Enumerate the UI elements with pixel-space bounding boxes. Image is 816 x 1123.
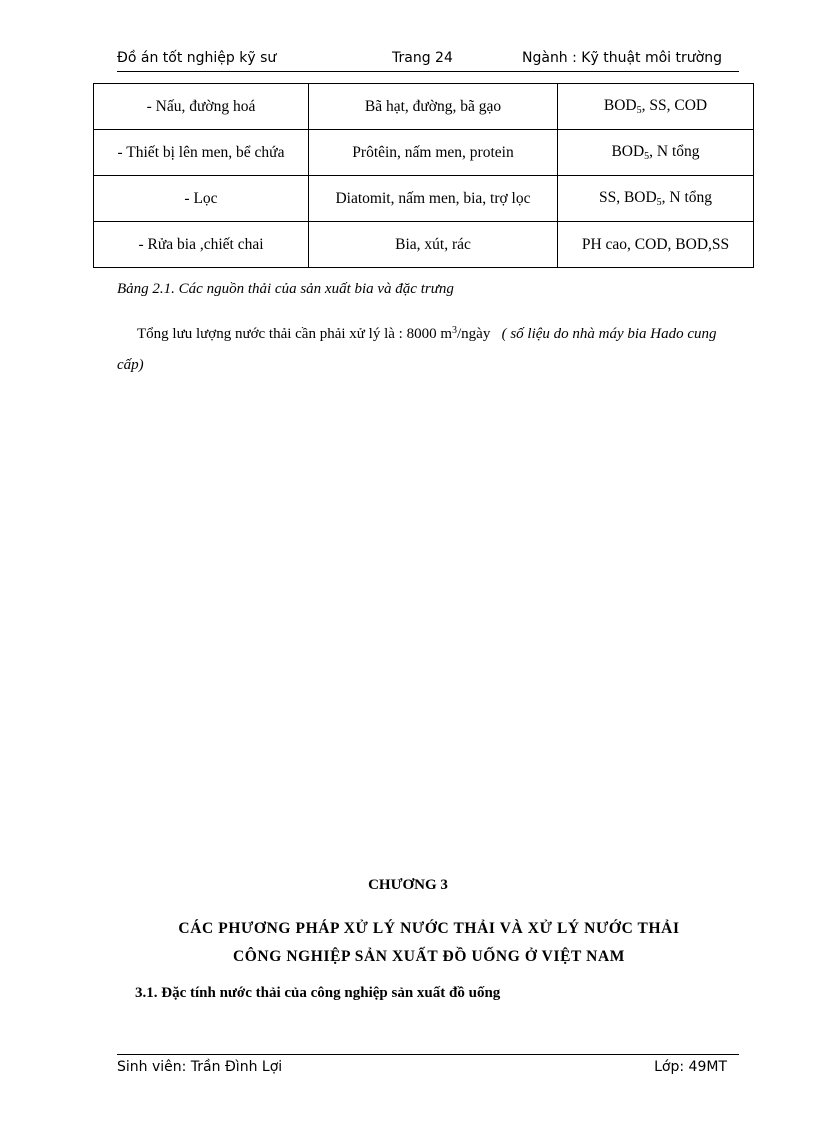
pollutant-text: , SS, COD [641, 97, 708, 114]
table-row [94, 176, 754, 222]
table-caption: Bảng 2.1. Các nguồn thải của sản xuất bia và đặc trưng [117, 281, 454, 297]
pollutant-text: SS, BOD [598, 189, 657, 206]
chapter-title [93, 915, 765, 971]
flow-rate-paragraph [117, 315, 732, 381]
pollutant-subscript: 5 [636, 105, 642, 116]
pollutant-text: , N tổng [661, 189, 713, 206]
footer-class: Lớp: 49MT [654, 1059, 727, 1075]
pollutant-text: PH cao, COD, BOD,SS [581, 235, 730, 253]
pollutant-text: , N tổng [649, 143, 700, 160]
table-cell-stage: - Nấu, đường hoá [94, 84, 309, 130]
table-cell-source: Bã hạt, đường, bã gạo [309, 84, 558, 130]
table-cell-stage: - Lọc [94, 176, 309, 222]
table-row [94, 84, 754, 130]
pollutant-subscript: 5 [656, 197, 662, 208]
paragraph-note: ( số liệu do nhà máy bia Hado cung cấp) [117, 326, 717, 373]
chapter-number: CHƯƠNG 3 [368, 877, 448, 893]
wastewater-source-table [93, 83, 754, 268]
section-heading: 3.1. Đặc tính nước thải của công nghiệp sản xuất đồ uống [135, 985, 501, 1001]
table-cell-pollutant [558, 222, 754, 268]
header-right: Ngành : Kỹ thuật môi trường [522, 50, 722, 66]
table-cell-source: Bia, xút, rác [309, 222, 558, 268]
table-cell-source: Diatomit, nấm men, bia, trợ lọc [309, 176, 558, 222]
table-cell-pollutant [558, 130, 754, 176]
pollutant-text: BOD [611, 143, 645, 160]
page-footer [117, 1054, 739, 1077]
table-row [94, 130, 754, 176]
table-cell-pollutant [558, 176, 754, 222]
paragraph-text: Tổng lưu lượng nước thải cần phải xử lý là : 8000 m [137, 326, 452, 342]
unit-superscript: 3 [452, 325, 457, 336]
table-cell-pollutant [558, 84, 754, 130]
header-left: Đồ án tốt nghiệp kỹ sư [117, 50, 277, 66]
paragraph-unit: /ngày [457, 326, 491, 342]
pollutant-subscript: 5 [644, 151, 650, 162]
table-cell-source: Prôtêin, nấm men, protein [309, 130, 558, 176]
chapter-title-line-2: CÔNG NGHIỆP SẢN XUẤT ĐỒ UỐNG Ở VIỆT NAM [232, 948, 625, 965]
table-cell-stage: - Rửa bia ,chiết chai [94, 222, 309, 268]
table-row [94, 222, 754, 268]
pollutant-text: BOD [603, 97, 637, 114]
header-page-number: Trang 24 [392, 50, 453, 66]
footer-student: Sinh viên: Trần Đình Lợi [117, 1059, 283, 1075]
page-header [117, 49, 739, 72]
chapter-title-line-1: CÁC PHƯƠNG PHÁP XỬ LÝ NƯỚC THẢI VÀ XỬ LÝ NƯỚC THẢI [178, 920, 680, 937]
table-cell-stage: - Thiết bị lên men, bể chứa [94, 130, 309, 176]
